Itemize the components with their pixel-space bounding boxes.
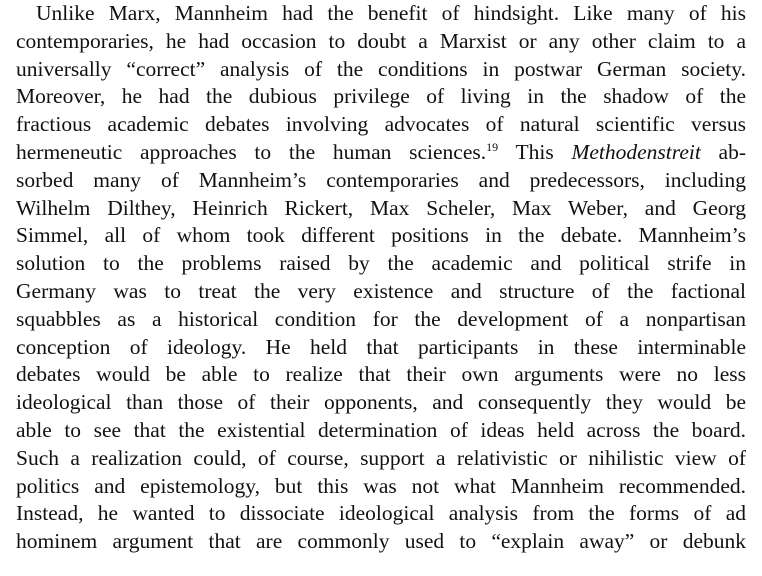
text-segment: conception of ideology. He held that participants in these interminable [16,334,746,359]
text-segment: Instead, he wanted to dissociate ideological analysis from the forms of ad [16,501,746,526]
text-line [16,167,746,195]
text-line [16,473,746,501]
text-line [16,334,746,362]
text-segment: Unlike Marx, Mannheim had the benefit of hindsight. Like many of his [36,1,746,25]
text-line [16,56,746,84]
text-segment: Germany was to treat the very existence and structure of the factional [16,278,746,303]
text-line [16,0,746,28]
body-paragraph [16,0,746,556]
text-line [16,445,746,473]
text-segment: squabbles as a historical condition for the development of a nonpartisan [16,306,746,331]
text-line [16,306,746,334]
text-line [16,195,746,223]
text-line [16,528,746,556]
text-segment: hermeneutic approaches to the human sciences. [16,139,487,164]
text-segment: able to see that the existential determination of ideas held across the board. [16,417,746,442]
document-page [16,0,746,576]
text-line [16,389,746,417]
text-segment: ab- [700,139,746,164]
footnote-reference: 19 [486,139,499,154]
text-segment: Wilhelm Dilthey, Heinrich Rickert, Max Scheler, Max Weber, and Georg [16,195,746,220]
text-segment: Such a realization could, of course, support a relativistic or nihilistic view of [16,445,746,470]
text-segment: universally “correct” analysis of the conditions in postwar German society. [16,56,746,81]
text-segment: Moreover, he had the dubious privilege of living in the shadow of the [16,84,746,109]
text-segment: solution to the problems raised by the academic and political strife in [16,251,746,276]
text-line [16,250,746,278]
text-segment: debates would be able to realize that their own arguments were no less [16,362,746,387]
text-segment: fractious academic debates involving advocates of natural scientific versus [16,112,746,137]
text-line [16,111,746,139]
italic-term: Methodenstreit [571,139,701,164]
text-line [16,278,746,306]
text-line [16,222,746,250]
text-line [16,28,746,56]
text-segment: Simmel, all of whom took different positions in the debate. Mannheim’s [16,223,746,248]
text-line [16,83,746,111]
text-segment: politics and epistemology, but this was not what Mannheim recommended. [16,473,746,498]
text-segment: ideological than those of their opponents, and consequently they would be [16,390,746,415]
text-line [16,361,746,389]
text-line [16,500,746,528]
text-segment: contemporaries, he had occasion to doubt a Marxist or any other claim to a [16,28,746,53]
text-segment: This [498,139,572,164]
text-line [16,139,746,167]
text-segment: sorbed many of Mannheim’s contemporaries and predecessors, including [16,167,746,192]
text-line [16,417,746,445]
text-segment: hominem argument that are commonly used to “explain away” or debunk [16,529,746,554]
